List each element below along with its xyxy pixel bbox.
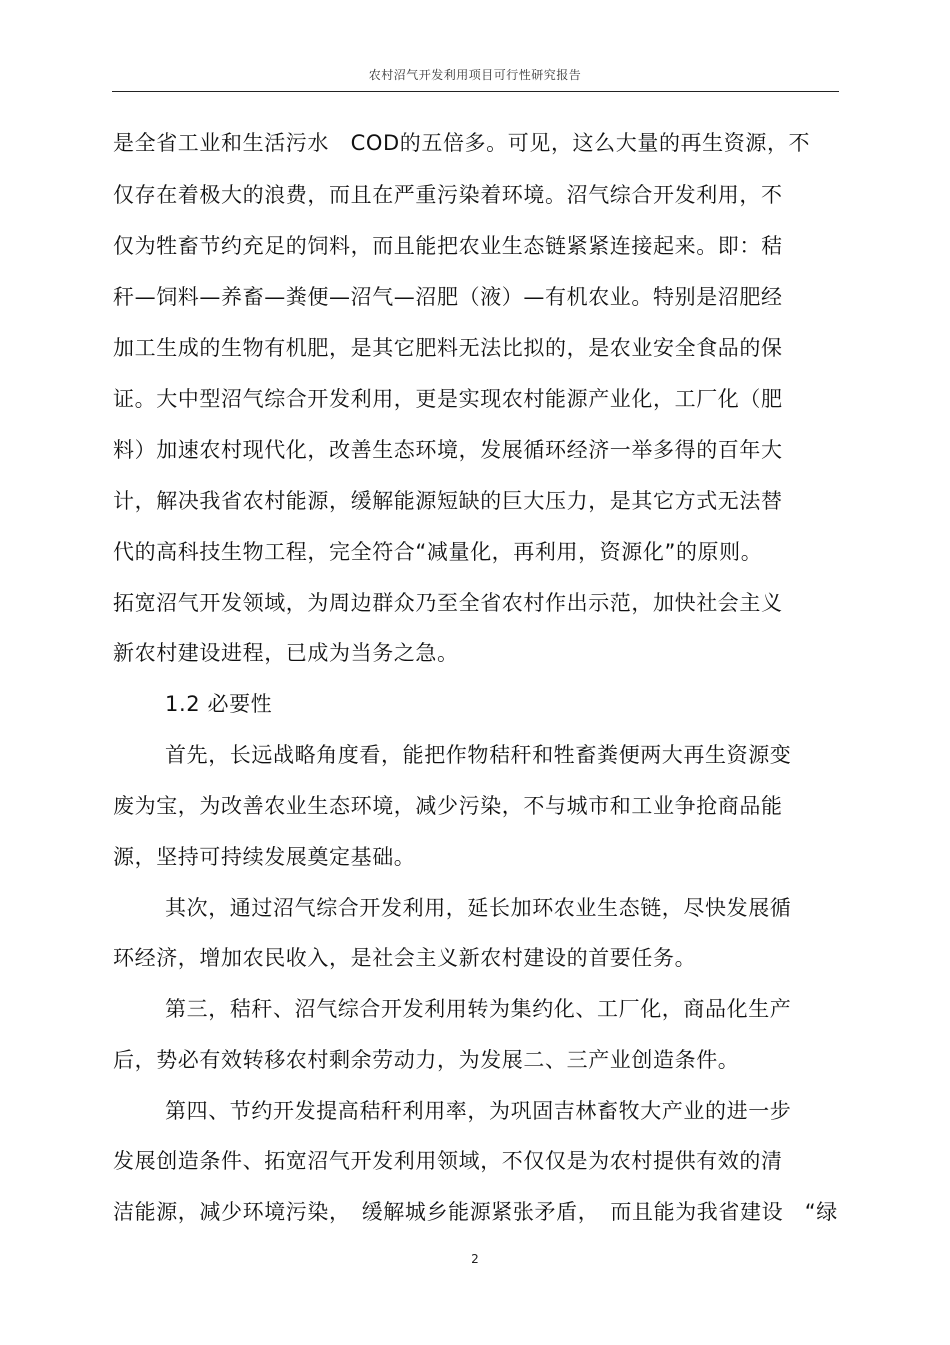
body-line: 料）加速农村现代化，改善生态环境，发展循环经济一举多得的百年大 <box>113 438 783 462</box>
paragraph-line: 发展创造条件、拓宽沼气开发利用领域，不仅仅是为农村提供有效的清 <box>113 1149 783 1173</box>
paragraph-line: 环经济，增加农民收入，是社会主义新农村建设的首要任务。 <box>113 946 697 970</box>
paragraph-line: 废为宝，为改善农业生态环境，减少污染，不与城市和工业争抢商品能 <box>113 794 783 818</box>
running-header: 农村沼气开发利用项目可行性研究报告 <box>368 68 582 82</box>
paragraph-line: 后，势必有效转移农村剩余劳动力，为发展二、三产业创造条件。 <box>113 1048 740 1072</box>
paragraph-line: 第三，秸秆、沼气综合开发利用转为集约化、工厂化，商品化生产 <box>165 997 792 1021</box>
page-number: 2 <box>471 1252 479 1266</box>
body-line: 拓宽沼气开发领域，为周边群众乃至全省农村作出示范，加快社会主义 <box>113 591 783 615</box>
body-line: 计，解决我省农村能源，缓解能源短缺的巨大压力，是其它方式无法替 <box>113 489 783 513</box>
header-divider <box>112 91 839 92</box>
paragraph-line: 洁能源，减少环境污染， 缓解城乡能源紧张矛盾， 而且能为我省建设 “绿 <box>113 1200 838 1224</box>
paragraph-line: 源，坚持可持续发展奠定基础。 <box>113 845 416 869</box>
body-line: 是全省工业和生活污水 COD的五倍多。可见，这么大量的再生资源，不 <box>113 131 811 155</box>
paragraph-line: 首先，长远战略角度看，能把作物秸秆和牲畜粪便两大再生资源变 <box>165 743 792 767</box>
body-line: 证。大中型沼气综合开发利用，更是实现农村能源产业化，工厂化（肥 <box>113 387 783 411</box>
body-line: 加工生成的生物有机肥，是其它肥料无法比拟的，是农业安全食品的保 <box>113 336 783 360</box>
body-line: 代的高科技生物工程，完全符合“减量化，再利用，资源化”的原则。 <box>113 540 763 564</box>
body-line: 新农村建设进程，已成为当务之急。 <box>113 641 459 665</box>
body-line: 仅为牲畜节约充足的饲料，而且能把农业生态链紧紧连接起来。即：秸 <box>113 234 783 258</box>
paragraph-line: 第四、节约开发提高秸秆利用率，为巩固吉林畜牧大产业的进一步 <box>165 1099 792 1123</box>
body-line: 秆—饲料—养畜—粪便—沼气—沼肥（液）—有机农业。特别是沼肥经 <box>113 285 783 309</box>
paragraph-line: 其次，通过沼气综合开发利用，延长加环农业生态链，尽快发展循 <box>165 896 792 920</box>
body-line: 仅存在着极大的浪费，而且在严重污染着环境。沼气综合开发利用，不 <box>113 183 783 207</box>
section-heading: 1.2 必要性 <box>165 692 273 716</box>
